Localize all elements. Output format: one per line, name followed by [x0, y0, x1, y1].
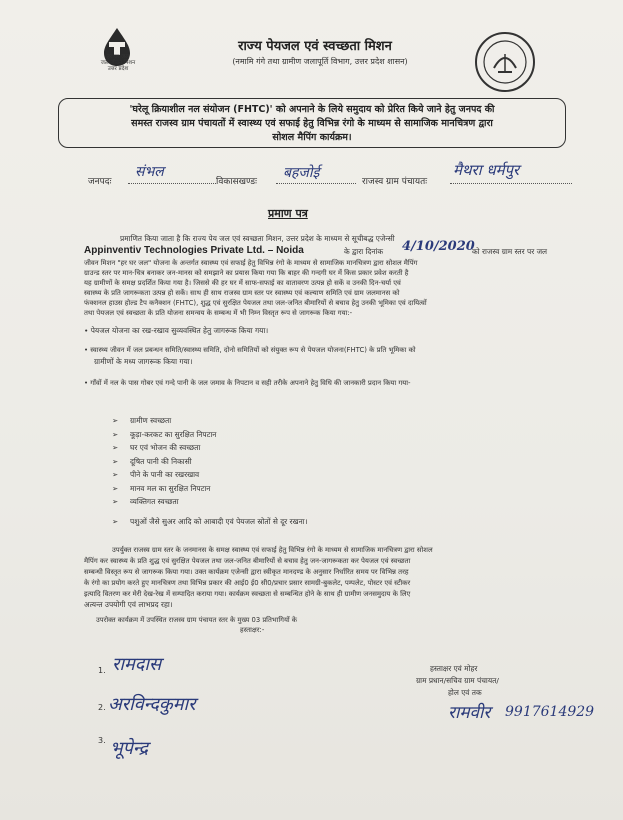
topic-item-label: दूषित पानी की निकासी: [130, 456, 192, 466]
topic-line2: समस्त राजस्व ग्राम पंचायतों में स्वास्थ्य एवं सफाई हेतु विभिन्न रंगो के माध्यम से सामाजिक मानचित्रण द्वारा: [131, 118, 493, 129]
topics-list: [112, 416, 412, 530]
para1-line4: ग्राउन्ड स्तर पर मान-चित्र बनाकर जन-मानस को समझाने का प्रयास किया गया कि बाहर की गन्दगी घर में किस प्रकार प्रवेश करती है: [84, 269, 409, 277]
officer-phone: 9917614929: [505, 704, 595, 720]
topic-item-label: कूड़ा-करकट का सुरक्षित निपटान: [130, 429, 217, 439]
para2-line6: अत्यन्त उपयोगी एवं लाभप्रद रहा।: [84, 600, 173, 609]
topic-item-label: पशुओं जैसे सुअर आदि को आबादी एवं पेयजल स्रोतों से दूर रखना।: [130, 516, 308, 526]
topic-item: [112, 416, 412, 430]
topic-item-label: मानव मल का सुरक्षित निपटान: [130, 483, 211, 493]
topic-item-label: व्यक्तिगत स्वच्छता: [130, 497, 179, 506]
topic-item-animals: [112, 517, 412, 531]
block-line: [276, 183, 356, 184]
witness-3-number: 3.: [98, 736, 106, 745]
arrow-icon: ➢: [112, 429, 119, 439]
logo-left-line2: जल जीवन मिशन: [100, 60, 136, 66]
arrow-icon: ➢: [112, 483, 119, 493]
para1-line6: स्वास्थ्य के प्रति जागरूकता उत्पन्न हो सकें। साथ ही साथ राजस्व ग्राम स्तर पर स्वास्थ्य एवं कल्याण समिति एवं ग्राम जलमानस को: [84, 289, 400, 297]
witness-2-number: 2.: [98, 703, 106, 712]
witness-3-signature: भूपेन्द्र: [110, 738, 148, 759]
gram-panchayat-label: राजस्व ग्राम पंचायतः: [362, 177, 428, 187]
topic-item-label: ग्रामीण स्वच्छता: [130, 416, 172, 425]
arrow-icon: ➢: [112, 416, 119, 425]
topic-line1: 'घरेलू क्रियाशील नल संयोजन (FHTC)' को अपनाने के लिये समुदाय को प्रेरित किये जाने हेतु जनपद की: [129, 104, 495, 115]
officer-line3: होल एवं तक: [448, 688, 482, 697]
topic-line3: सोशल मैपिंग कार्यक्रम।: [272, 132, 352, 143]
arrow-icon: ➢: [112, 456, 119, 466]
arrow-icon: ➢: [112, 516, 119, 526]
para2-line4: के रंगो का प्रयोग करते हुए मानचित्रण तथा विभिन्न प्रकार की आई0 ई0 सी0/प्रचार प्रसार सामग्री-बुकलेट, पम्पलेट, पोस्टर एवं स्टीकर: [84, 579, 411, 587]
para1-line3: जीवन मिशन "हर घर जल" योजना के अन्तर्गत स्वास्थ्य एवं सफाई हेतु विभिन्न रंगो के माध्यम से सामाजिक मानचित्रण द्वारा सोशल मैपिंग: [84, 259, 418, 267]
topic-item: [112, 484, 412, 498]
witness-1-number: 1.: [98, 666, 106, 675]
bullet-maintenance: • पेयजल योजना का रख-रखाव सुव्यवस्थित हेतु जागरूक किया गया।: [84, 326, 269, 335]
para2-line2: मैपिंग कर स्वास्थ्य के प्रति शुद्ध एवं सुरक्षित पेयजल तथा जल-जनित बीमारियों से बचाव हेतु जन-जागरूकता कर पेयजल एवं स्वच्छता: [84, 557, 411, 565]
para1-line2c: को राजस्व ग्राम स्तर पर जल: [472, 247, 548, 256]
program-date: 4/10/2020: [402, 239, 475, 254]
witness-2-signature: अरविन्दकुमार: [108, 694, 196, 715]
block-value: बहजोई: [283, 165, 320, 181]
logo-left-line3: उत्तर प्रदेश: [107, 66, 129, 72]
para1-line8: तथा पेयजल एवं स्वच्छता के प्रति योजना समन्वय के सम्बन्ध में भी निम्न विस्तृत रूप से जागरूक किया गया:-: [84, 309, 353, 317]
para1-line2b: के द्वारा दिनांक: [344, 247, 384, 256]
topic-text: [66, 103, 558, 145]
logo-left-line1: हर घर जल: [107, 54, 129, 60]
district-label: जनपदः: [88, 177, 112, 187]
certificate-title: प्रमाण पत्र: [268, 207, 308, 220]
witness-intro-line1: उपरोक्त कार्यक्रम में उपस्थित राजस्व ग्राम पंचायत स्तर के मुख्य 03 प्रतिभागियों के: [96, 616, 298, 624]
topic-item-label: पीने के पानी का रखरखाव: [130, 470, 200, 479]
org-subtitle: (नमामि गंगे तथा ग्रामीण जलापूर्ति विभाग, उत्तर प्रदेश शासन): [232, 57, 408, 66]
para1-line7: फंक्शनल हाउस होल्ड टैप कनैक्शन (FHTC), शुद्ध एवं सुरक्षित पेयजल तथा जल-जनित बीमारियों से बचाव हेतु उनकी भूमिका एवं दायित्वों: [84, 299, 427, 307]
logo-left-caption: [78, 54, 158, 72]
topic-item: [112, 457, 412, 471]
district-value: संभल: [135, 164, 164, 180]
arrow-icon: ➢: [112, 443, 119, 452]
para2-line5: इत्यादि वितरण कर मेरी देख-रेख में सम्पादित कराया गया। कार्यक्रम स्वच्छता से सम्बन्धित होने के साथ ही ग्रामीण जनसमुदाय के लिए: [84, 590, 411, 598]
officer-sign-label: हस्ताक्षर एवं मोहर: [430, 664, 478, 673]
arrow-icon: ➢: [112, 497, 119, 506]
officer-designation: ग्राम प्रधान/सचिव ग्राम पंचायत/: [416, 676, 499, 685]
gram-panchayat-line: [450, 183, 572, 184]
para1-line5: यह ग्रामीणों के समक्ष प्रदर्शित किया गया है। जिससे की हर घर में साफ-सफाई का वातावरण उत्पन्न हो सकें व उनकी दिन-चर्या एवं: [84, 279, 401, 287]
topic-item: [112, 470, 412, 484]
district-line: [128, 183, 216, 184]
bullet-drainage: • गाँवों में नल के पास गोबर एवं गन्दे पानी के जल जमाव के निपटान व सही तरीके अपनाने हेतु विधि की जानकारी प्रदान किया गया-: [84, 379, 411, 387]
arrow-icon: ➢: [112, 470, 119, 479]
para2-line1: उपर्युक्त राजस्व ग्राम स्तर के जनमानस के समक्ष स्वास्थ्य एवं सफाई हेतु विभिन्न रंगो के माध्यम से सामाजिक मानचित्रण द्वारा सोशल: [112, 546, 433, 554]
agency-name: Appinventiv Technologies Private Ltd. – Noida: [84, 245, 304, 256]
block-label: विकासखण्डः: [216, 177, 257, 187]
para1-line1: प्रमाणित किया जाता है कि राज्य पेय जल एवं स्वच्छता मिशन, उत्तर प्रदेश के माध्यम से सूचीबद्ध एजेन्सी: [120, 234, 395, 243]
topic-item: [112, 430, 412, 444]
para2-line3: सम्बन्धी विस्तृत रूप से जागरूक किया गया। उक्त कार्यक्रम एजेन्सी द्वारा स्वीकृत मानदण्ड के अनुसार निर्धारित समय पर विभिन्न तरह: [84, 568, 409, 576]
up-state-emblem: [472, 30, 538, 94]
topic-item: [112, 443, 412, 457]
bullet-committee-line2: ग्रामीणों के मध्य जागरूक किया गया।: [94, 357, 193, 366]
bullet-committee-line1: • स्वास्थ्य जीवन में जल प्रबन्धन समिति/स्वास्थ्य समिति, दोनो समितियों को संयुक्त रूप से पेयजल योजना(FHTC) के प्रति भूमिका को: [84, 346, 416, 354]
topic-item-label: घर एवं भोजन की स्वच्छता: [130, 443, 201, 452]
org-title: राज्य पेयजल एवं स्वच्छता मिशन: [238, 39, 392, 54]
witness-intro-line2: हस्ताक्षर:-: [240, 626, 265, 634]
witness-1-signature: रामदास: [112, 654, 162, 675]
gram-panchayat-value: मैथरा धर्मपुर: [453, 161, 520, 179]
officer-signature: रामवीर: [448, 703, 491, 723]
topic-item: [112, 497, 412, 511]
